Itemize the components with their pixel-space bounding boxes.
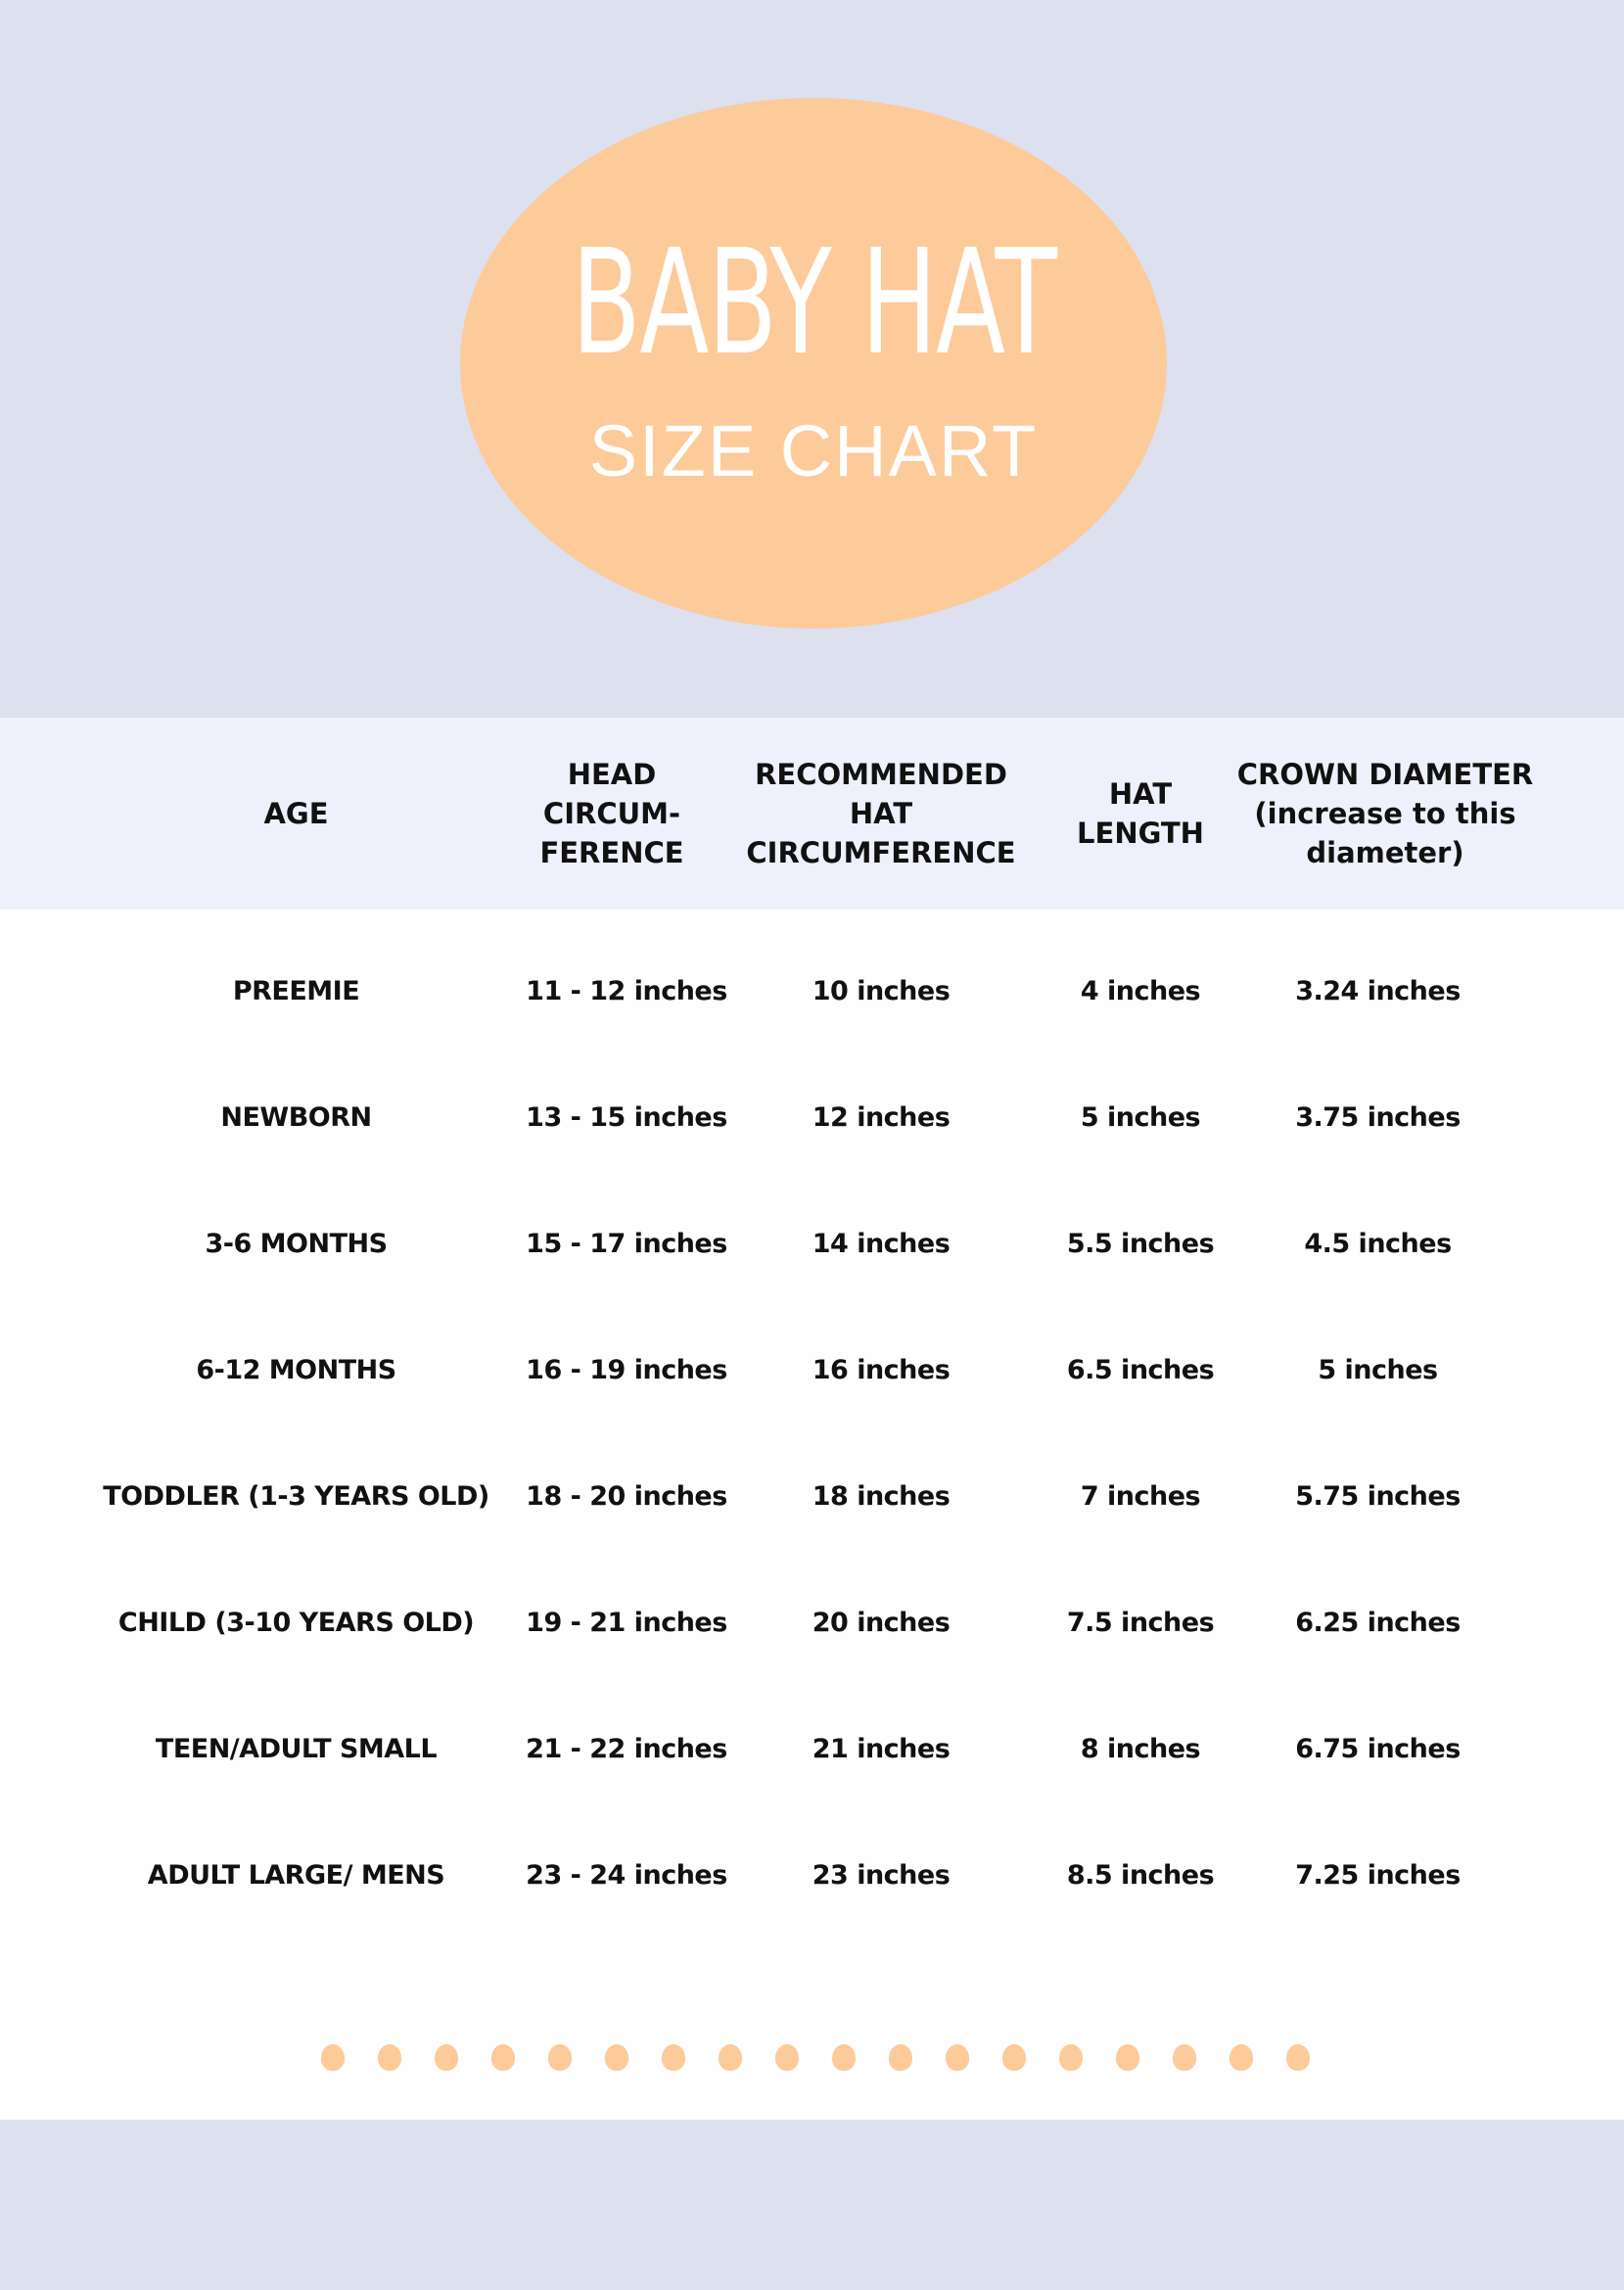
hat-length-cell: 7 inches — [1080, 1481, 1201, 1512]
header-line: diameter) — [1306, 836, 1464, 869]
column-header-recommended-hat-circumference — [744, 718, 1018, 910]
table-row — [0, 1560, 1624, 1686]
dot-divider — [0, 2036, 1624, 2076]
header-line: (increase to this — [1254, 797, 1516, 830]
table-row — [0, 1054, 1624, 1181]
table-row — [0, 1307, 1624, 1433]
header-line: CIRCUMFERENCE — [746, 836, 1016, 869]
table-row — [0, 1812, 1624, 1939]
column-header-crown-diameter — [1233, 718, 1537, 910]
divider-dot — [548, 2044, 572, 2071]
header-line: LENGTH — [1077, 817, 1204, 850]
divider-dot — [1116, 2044, 1139, 2071]
header-line: AGE — [263, 797, 329, 830]
head-circumference-cell: 13 - 15 inches — [526, 1102, 727, 1133]
crown-diameter-cell: 6.25 inches — [1295, 1608, 1461, 1638]
age-cell: NEWBORN — [220, 1102, 372, 1133]
divider-dot — [378, 2044, 401, 2071]
divider-dot — [321, 2044, 345, 2071]
hat-circumference-cell: 20 inches — [812, 1608, 951, 1638]
divider-dot — [889, 2044, 912, 2071]
head-circumference-cell: 18 - 20 inches — [526, 1481, 727, 1512]
divider-dot — [1059, 2044, 1083, 2071]
hat-circumference-cell: 10 inches — [812, 976, 951, 1006]
hat-length-cell: 8 inches — [1080, 1734, 1201, 1764]
crown-diameter-cell: 6.75 inches — [1295, 1734, 1461, 1764]
page-subtitle: SIZE CHART — [588, 410, 1039, 491]
header-line: FERENCE — [539, 836, 684, 869]
hat-length-cell: 6.5 inches — [1066, 1355, 1215, 1385]
divider-dot — [435, 2044, 458, 2071]
header-line: HAT — [849, 797, 913, 830]
divider-dot — [1002, 2044, 1026, 2071]
hat-length-cell: 7.5 inches — [1066, 1608, 1215, 1638]
crown-diameter-cell: 3.75 inches — [1295, 1102, 1461, 1133]
head-circumference-cell: 15 - 17 inches — [526, 1229, 727, 1259]
divider-dot — [605, 2044, 628, 2071]
header-line: CIRCUM- — [542, 797, 681, 830]
table-row — [0, 1433, 1624, 1560]
head-circumference-cell: 21 - 22 inches — [526, 1734, 727, 1764]
table-row — [0, 928, 1624, 1054]
divider-dot — [719, 2044, 742, 2071]
column-header-hat-length — [1038, 718, 1243, 910]
crown-diameter-cell: 7.25 inches — [1295, 1860, 1461, 1891]
age-cell: TODDLER (1-3 YEARS OLD) — [103, 1481, 489, 1512]
head-circumference-cell: 11 - 12 inches — [526, 976, 727, 1006]
hat-circumference-cell: 12 inches — [812, 1102, 951, 1133]
column-header-head-circumference — [509, 718, 715, 910]
age-cell: 6-12 MONTHS — [196, 1355, 396, 1385]
hat-length-cell: 8.5 inches — [1066, 1860, 1215, 1891]
head-circumference-cell: 23 - 24 inches — [526, 1860, 727, 1891]
crown-diameter-cell: 5 inches — [1318, 1355, 1438, 1385]
crown-diameter-cell: 3.24 inches — [1295, 976, 1461, 1006]
table-row — [0, 1181, 1624, 1307]
age-cell: 3-6 MONTHS — [205, 1229, 388, 1259]
divider-dot — [1286, 2044, 1310, 2071]
hat-circumference-cell: 18 inches — [812, 1481, 951, 1512]
age-cell: PREEMIE — [232, 976, 360, 1006]
header-line: HAT — [1108, 777, 1173, 811]
age-cell: CHILD (3-10 YEARS OLD) — [117, 1608, 475, 1638]
age-cell: TEEN/ADULT SMALL — [155, 1734, 438, 1764]
header-line: CROWN DIAMETER — [1236, 758, 1534, 791]
header-line: RECOMMENDED — [755, 758, 1007, 791]
hat-length-cell: 5.5 inches — [1066, 1229, 1215, 1259]
hat-circumference-cell: 21 inches — [812, 1734, 951, 1764]
column-header-age — [98, 718, 494, 910]
divider-dot — [775, 2044, 799, 2071]
table-row — [0, 1686, 1624, 1812]
divider-dot — [662, 2044, 685, 2071]
hat-circumference-cell: 23 inches — [812, 1860, 951, 1891]
divider-dot — [491, 2044, 515, 2071]
divider-dot — [1173, 2044, 1196, 2071]
page-title: BABY HAT — [571, 218, 1056, 387]
divider-dot — [1230, 2044, 1253, 2071]
divider-dot — [946, 2044, 969, 2071]
hat-length-cell: 4 inches — [1080, 976, 1201, 1006]
age-cell: ADULT LARGE/ MENS — [147, 1860, 445, 1891]
hat-circumference-cell: 16 inches — [812, 1355, 951, 1385]
header-line: HEAD — [567, 758, 657, 791]
hat-length-cell: 5 inches — [1080, 1102, 1201, 1133]
head-circumference-cell: 16 - 19 inches — [526, 1355, 727, 1385]
crown-diameter-cell: 4.5 inches — [1304, 1229, 1452, 1259]
head-circumference-cell: 19 - 21 inches — [526, 1608, 727, 1638]
divider-dot — [832, 2044, 856, 2071]
crown-diameter-cell: 5.75 inches — [1295, 1481, 1461, 1512]
footer-band — [0, 2120, 1624, 2290]
hat-circumference-cell: 14 inches — [812, 1229, 951, 1259]
